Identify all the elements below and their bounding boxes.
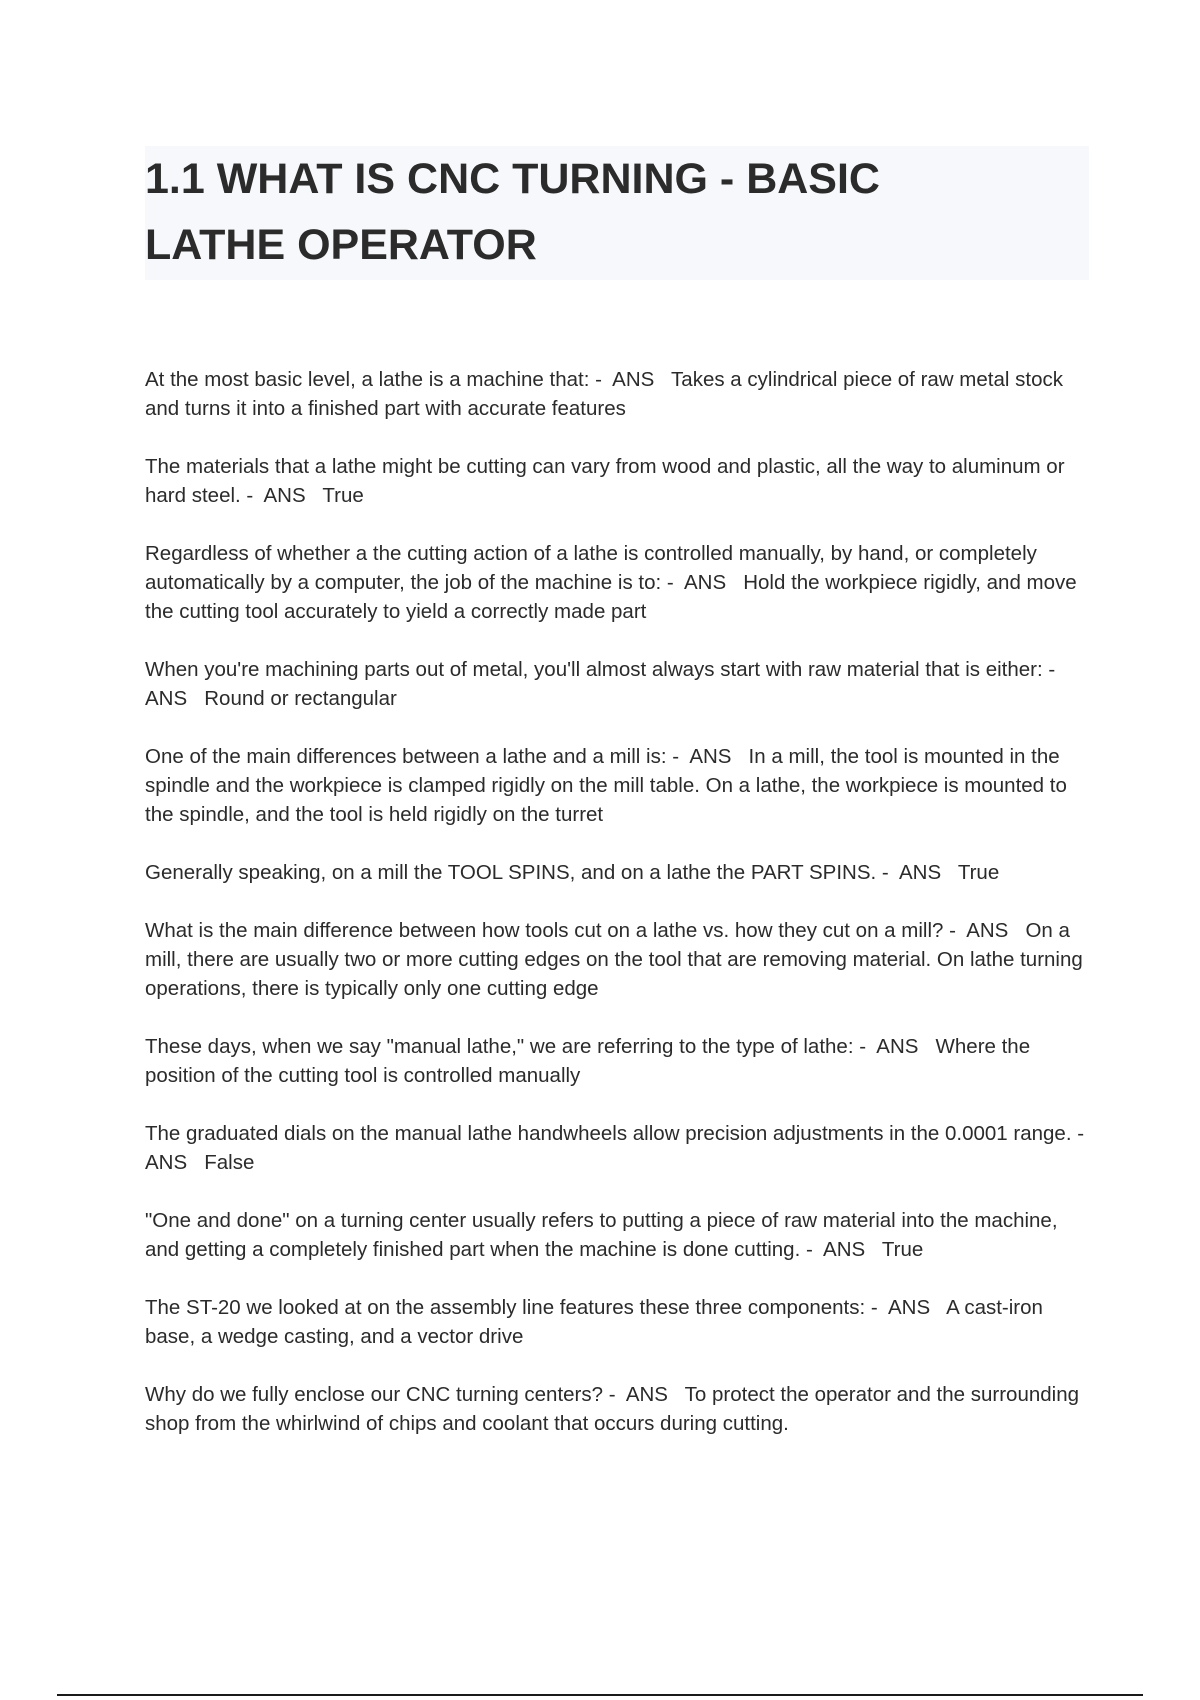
qa-item: The materials that a lathe might be cutting can vary from wood and plastic, all the way to aluminum or hard steel. - ANS True <box>145 455 1071 507</box>
qa-item: What is the main difference between how tools cut on a lathe vs. how they cut on a mill? - ANS On a mill, there are usually two or more cutting edges on the tool that are removing material. On lathe turning operations, there is typically only one cutting edge <box>145 919 1089 1000</box>
qa-item: The ST-20 we looked at on the assembly line features these three components: - ANS A cast-iron base, a wedge casting, and a vector drive <box>145 1296 1049 1348</box>
qa-item: The graduated dials on the manual lathe handwheels allow precision adjustments in the 0.0001 range. - ANS False <box>145 1122 1095 1174</box>
title-block <box>145 146 1089 280</box>
qa-item: One of the main differences between a lathe and a mill is: - ANS In a mill, the tool is mounted in the spindle and the workpiece is clamped rigidly on the mill table. On a lathe, the workpiece is mounted to the spindle, and the tool is held rigidly on the turret <box>145 745 1073 826</box>
qa-list <box>145 365 1095 1467</box>
qa-item: Why do we fully enclose our CNC turning centers? - ANS To protect the operator and the surrounding shop from the whirlwind of chips and coolant that occurs during cutting. <box>145 1383 1085 1435</box>
page-title-line-1: 1.1 WHAT IS CNC TURNING - BASIC <box>145 155 880 203</box>
qa-item: These days, when we say "manual lathe," we are referring to the type of lathe: - ANS Where the position of the cutting tool is controlled manually <box>145 1035 1036 1087</box>
qa-item: "One and done" on a turning center usually refers to putting a piece of raw material into the machine, and getting a completely finished part when the machine is done cutting. - ANS True <box>145 1209 1064 1261</box>
qa-item: Generally speaking, on a mill the TOOL SPINS, and on a lathe the PART SPINS. - ANS True <box>145 861 1000 884</box>
qa-item: When you're machining parts out of metal, you'll almost always start with raw material that is either: - ANS Round or rectangular <box>145 658 1066 710</box>
page-title <box>145 146 1089 278</box>
page-title-line-2: LATHE OPERATOR <box>145 221 537 269</box>
qa-item: At the most basic level, a lathe is a machine that: - ANS Takes a cylindrical piece of raw metal stock and turns it into a finished part with accurate features <box>145 368 1069 420</box>
footer-divider <box>57 1694 1143 1696</box>
qa-item: Regardless of whether a the cutting action of a lathe is controlled manually, by hand, or completely automatically by a computer, the job of the machine is to: - ANS Hold the workpiece rigidly, and move the cutting tool accurately to yield a correctly made part <box>145 542 1083 623</box>
